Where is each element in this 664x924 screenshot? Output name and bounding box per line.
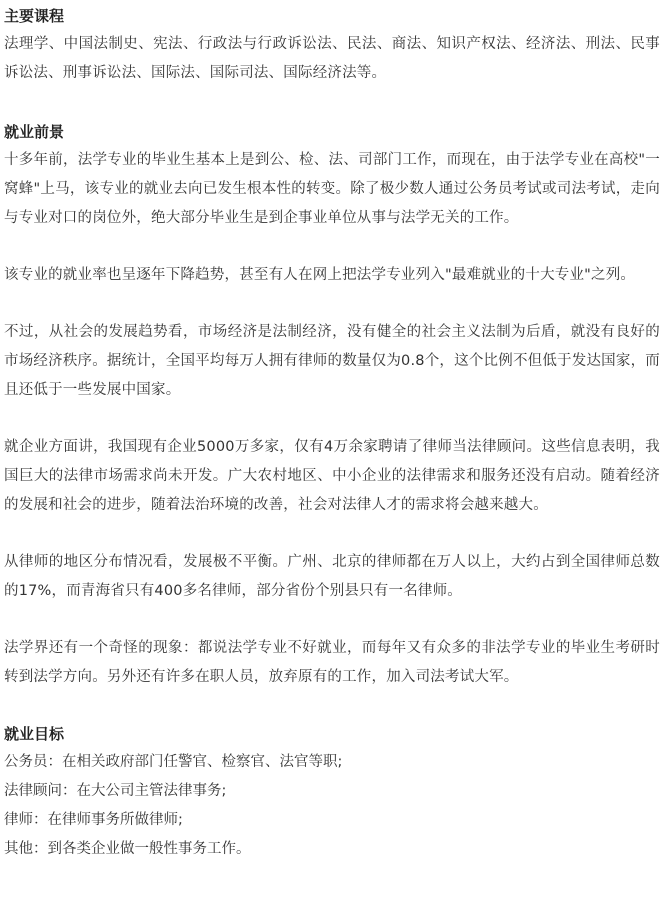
- prospects-paragraph: 从律师的地区分布情况看，发展极不平衡。广州、北京的律师都在万人以上，大约占到全国律师总数的17%，而青海省只有400多名律师，部分省份个别县只有一名律师。: [4, 554, 660, 599]
- spacer: [4, 233, 660, 261]
- goal-item: 法律顾问：在大公司主管法律事务;: [4, 783, 227, 799]
- prospects-paragraph: 该专业的就业率也呈逐年下降趋势，甚至有人在网上把法学专业列入"最难就业的十大专业"之列。: [4, 267, 636, 283]
- spacer: [4, 520, 660, 548]
- spacer: [4, 290, 660, 318]
- prospects-paragraph: 法学界还有一个奇怪的现象：都说法学专业不好就业，而每年又有众多的非法学专业的毕业生考研时转到法学方向。另外还有许多在职人员，放弃原有的工作，加入司法考试大军。: [4, 640, 660, 685]
- goal-item: 其他：到各类企业做一般性事务工作。: [4, 841, 251, 857]
- goals-heading: 就业目标: [4, 725, 65, 743]
- courses-heading: 主要课程: [4, 7, 65, 25]
- prospects-paragraph: 不过，从社会的发展趋势看，市场经济是法制经济，没有健全的社会主义法制为后盾，就没有良好的市场经济秩序。据统计，全国平均每万人拥有律师的数量仅为0.8个，这个比例不但低于发达国家，而且还低于一些发展中国家。: [4, 324, 660, 398]
- prospects-paragraph: 十多年前，法学专业的毕业生基本上是到公、检、法、司部门工作，而现在，由于法学专业在高校"一窝蜂"上马，该专业的就业去向已发生根本性的转变。除了极少数人通过公务员考试或司法考试，走向与专业对口的岗位外，绝大部分毕业生是到企事业单位从事与法学无关的工作。: [4, 152, 660, 226]
- goal-item: 律师：在律师事务所做律师;: [4, 812, 183, 828]
- prospects-paragraph: 就企业方面讲，我国现有企业5000万多家，仅有4万余家聘请了律师当法律顾问。这些信息表明，我国巨大的法律市场需求尚未开发。广大农村地区、中小企业的法律需求和服务还没有启动。随着经济的发展和社会的进步，随着法治环境的改善，社会对法律人才的需求将会越来越大。: [4, 439, 660, 513]
- goal-item: 公务员：在相关政府部门任警官、检察官、法官等职;: [4, 754, 343, 770]
- spacer: [4, 606, 660, 634]
- spacer: [4, 692, 660, 720]
- spacer: [4, 88, 660, 118]
- spacer: [4, 405, 660, 433]
- prospects-heading: 就业前景: [4, 123, 65, 141]
- courses-text: 法理学、中国法制史、宪法、行政法与行政诉讼法、民法、商法、知识产权法、经济法、刑法、民事诉讼法、刑事诉讼法、国际法、国际司法、国际经济法等。: [4, 36, 660, 81]
